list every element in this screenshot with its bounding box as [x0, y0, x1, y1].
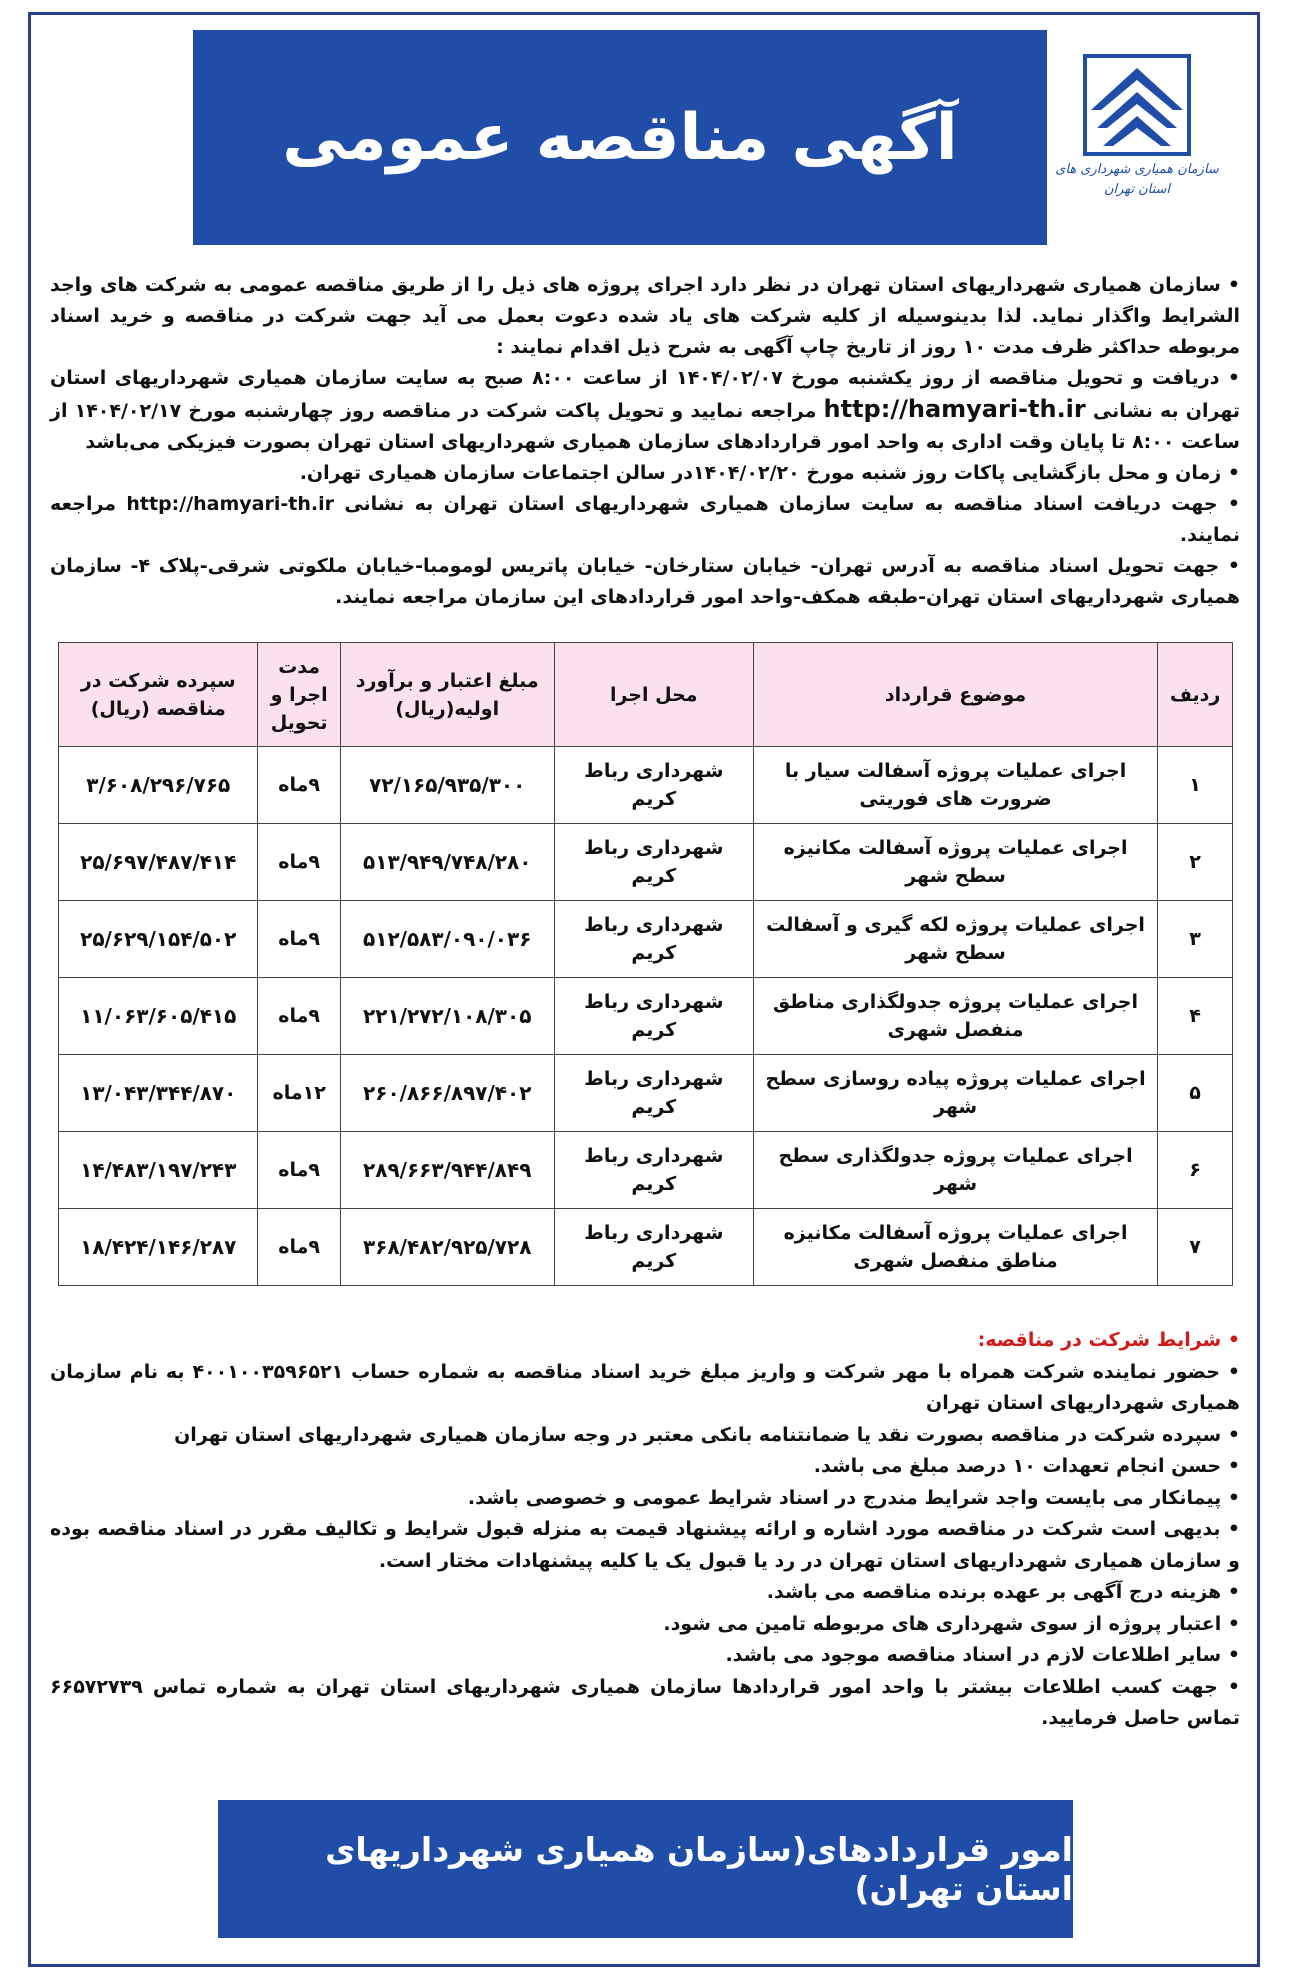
row-amount: ۲۲۱/۲۷۲/۱۰۸/۳۰۵	[340, 978, 554, 1055]
row-deposit: ۱۱/۰۶۳/۶۰۵/۴۱۵	[59, 978, 258, 1055]
terms-item: • سایر اطلاعات لازم در اسناد مناقصه موجود می باشد.	[725, 1644, 1240, 1666]
row-location: شهرداری رباط کریم	[554, 978, 753, 1055]
table-header-row	[59, 643, 1233, 747]
row-duration: ۹ماه	[258, 747, 340, 824]
intro-p2-text-a: • دریافت و تحویل مناقصه از روز یکشنبه مورخ ۱۴۰۴/۰۲/۰۷ از ساعت ۸:۰۰ صبح به سایت سازمان همیاری شهرداریهای استان تهران به نشانی	[50, 367, 1240, 422]
row-deposit: ۳/۶۰۸/۲۹۶/۷۶۵	[59, 747, 258, 824]
terms-item: • جهت کسب اطلاعات بیشتر با واحد امور قراردادها سازمان همیاری شهرداریهای استان تهران به شماره تماس ۶۶۵۷۲۷۳۹ تماس حاصل فرمایید.	[50, 1675, 1240, 1729]
website-link[interactable]: http://hamyari-th.ir	[823, 395, 1086, 423]
logo-emblem-icon	[1077, 50, 1197, 160]
header-duration: مدت اجرا و تحویل	[258, 643, 340, 747]
row-deposit: ۱۴/۴۸۳/۱۹۷/۲۴۳	[59, 1132, 258, 1209]
footer-text: امور قراردادهای(سازمان همیاری شهرداریهای استان تهران)	[325, 1830, 1073, 1908]
intro-section	[50, 270, 1240, 613]
row-deposit: ۱۸/۴۲۴/۱۴۶/۲۸۷	[59, 1209, 258, 1286]
table-row	[59, 901, 1233, 978]
row-duration: ۹ماه	[258, 824, 340, 901]
row-number: ۳	[1158, 901, 1233, 978]
intro-paragraph-5: • جهت تحویل اسناد مناقصه به آدرس تهران- خیابان ستارخان- خیابان پاتریس لومومبا-خیابان ملکوتی شرقی-پلاک ۴- سازمان همیاری شهرداریهای استان تهران-طبقه همکف-واحد امور قراردادهای این سازمان مراجعه نمایند.	[50, 555, 1241, 608]
intro-paragraph-2	[50, 363, 1240, 458]
row-subject: اجرای عملیات پروژه جدولگذاری سطح شهر	[753, 1132, 1157, 1209]
terms-item: • حسن انجام تعهدات ۱۰ درصد مبلغ می باشد.	[813, 1455, 1240, 1477]
row-amount: ۲۶۰/۸۶۶/۸۹۷/۴۰۲	[340, 1055, 554, 1132]
row-amount: ۷۲/۱۶۵/۹۳۵/۳۰۰	[340, 747, 554, 824]
row-subject: اجرای عملیات پروژه جدولگذاری مناطق منفصل شهری	[753, 978, 1157, 1055]
intro-p2-text-b: مراجعه نمایید و تحویل پاکت شرکت در مناقصه روز چهارشنبه مورخ ۱۴۰۴/۰۲/۱۷ از ساعت ۸:۰۰ تا پایان وقت اداری به واحد امور قراردادهای سازمان همیاری شهرداریهای استان تهران بصورت فیزیکی می‌باشد	[50, 400, 1240, 453]
table-row	[59, 747, 1233, 824]
row-deposit: ۲۵/۶۲۹/۱۵۴/۵۰۲	[59, 901, 258, 978]
header-deposit: سپرده شرکت در مناقصه (ریال)	[59, 643, 258, 747]
row-location: شهرداری رباط کریم	[554, 1209, 753, 1286]
terms-section	[50, 1325, 1240, 1735]
terms-heading: • شرایط شرکت در مناقصه:	[977, 1329, 1240, 1351]
row-number: ۷	[1158, 1209, 1233, 1286]
row-duration: ۱۲ماه	[258, 1055, 340, 1132]
intro-paragraph-4	[50, 489, 1240, 551]
intro-p4-text-a: • جهت دریافت اسناد مناقصه به سایت سازمان همیاری شهرداریهای استان تهران به نشانی	[344, 493, 1240, 515]
row-location: شهرداری رباط کریم	[554, 747, 753, 824]
website-link-2[interactable]: http://hamyari-th.ir	[126, 493, 334, 515]
terms-item: • حضور نماینده شرکت همراه با مهر شرکت و واریز مبلغ خرید اسناد مناقصه به شماره حساب ۴۰۰۱۰۰۳۵۹۶۵۲۱ به نام سازمان همیاری شهرداریهای استان تهران	[50, 1360, 1240, 1414]
row-number: ۶	[1158, 1132, 1233, 1209]
terms-item: • هزینه درج آگهی بر عهده برنده مناقصه می باشد.	[766, 1581, 1240, 1603]
intro-paragraph-1: • سازمان همیاری شهرداریهای استان تهران در نظر دارد اجرای پروژه های ذیل را از طریق مناقصه عمومی به شرکت های واجد الشرایط واگذار نماید. لذا بدینوسیله از کلیه شرکت های یاد شده دعوت بعمل می آید جهت شرکت در مناقصه و خرید اسناد مربوطه حداکثر ظرف مدت ۱۰ روز از تاریخ چاپ آگهی به شرح ذیل اقدام نمایند :	[50, 274, 1240, 358]
intro-p4-text-b: مراجعه نمایند.	[50, 493, 1240, 546]
row-subject: اجرای عملیات پروژه آسفالت مکانیزه مناطق منفصل شهری	[753, 1209, 1157, 1286]
logo-text-line1: سازمان همیاری شهرداری های	[1055, 162, 1219, 177]
terms-item: • سپرده شرکت در مناقصه بصورت نقد یا ضمانتنامه بانکی معتبر در وجه سازمان همیاری شهرداریهای استان تهران	[174, 1423, 1240, 1446]
terms-item: • بدیهی است شرکت در مناقصه مورد اشاره و ارائه پیشنهاد قیمت به منزله قبول شرایط و تکالیف مقرر در اسناد مناقصه بوده و سازمان همیاری شهرداریهای استان تهران در رد یا قبول یک یا کلیه پیشنهادات مختار است.	[50, 1518, 1240, 1572]
table-row	[59, 1055, 1233, 1132]
row-deposit: ۱۳/۰۴۳/۳۴۴/۸۷۰	[59, 1055, 258, 1132]
row-duration: ۹ماه	[258, 978, 340, 1055]
row-number: ۴	[1158, 978, 1233, 1055]
row-subject: اجرای عملیات پروژه آسفالت سیار با ضرورت های فوریتی	[753, 747, 1157, 824]
table-row	[59, 824, 1233, 901]
row-number: ۱	[1158, 747, 1233, 824]
row-number: ۵	[1158, 1055, 1233, 1132]
terms-item: • پیمانکار می بایست واجد شرایط مندرج در اسناد شرایط عمومی و خصوصی باشد.	[467, 1486, 1240, 1509]
header-location: محل اجرا	[554, 643, 753, 747]
row-location: شهرداری رباط کریم	[554, 901, 753, 978]
header-amount: مبلغ اعتبار و برآورد اولیه(ریال)	[340, 643, 554, 747]
title-banner	[193, 30, 1047, 245]
intro-paragraph-3: • زمان و محل بازگشایی پاکات روز شنبه مورخ ۱۴۰۴/۰۲/۲۰در سالن اجتماعات سازمان همیاری تهران.	[299, 462, 1240, 484]
projects-table	[58, 642, 1233, 1286]
row-amount: ۵۱۳/۹۴۹/۷۴۸/۲۸۰	[340, 824, 554, 901]
header-subject: موضوع قرارداد	[753, 643, 1157, 747]
row-duration: ۹ماه	[258, 901, 340, 978]
footer-banner	[218, 1800, 1073, 1938]
row-amount: ۵۱۲/۵۸۳/۰۹۰/۰۳۶	[340, 901, 554, 978]
row-amount: ۲۸۹/۶۶۳/۹۴۴/۸۴۹	[340, 1132, 554, 1209]
table-row	[59, 978, 1233, 1055]
row-deposit: ۲۵/۶۹۷/۴۸۷/۴۱۴	[59, 824, 258, 901]
row-number: ۲	[1158, 824, 1233, 901]
organization-logo	[1052, 50, 1222, 240]
row-subject: اجرای عملیات پروژه لکه گیری و آسفالت سطح شهر	[753, 901, 1157, 978]
terms-item: • اعتبار پروژه از سوی شهرداری های مربوطه تامین می شود.	[663, 1612, 1240, 1635]
header-row-number: ردیف	[1158, 643, 1233, 747]
table-row	[59, 1132, 1233, 1209]
logo-text-line2: استان تهران	[1104, 182, 1171, 197]
row-amount: ۳۶۸/۴۸۲/۹۲۵/۷۲۸	[340, 1209, 554, 1286]
row-duration: ۹ماه	[258, 1209, 340, 1286]
page-title: آگهی مناقصه عمومی	[282, 100, 958, 175]
row-location: شهرداری رباط کریم	[554, 1055, 753, 1132]
row-location: شهرداری رباط کریم	[554, 1132, 753, 1209]
row-subject: اجرای عملیات پروژه آسفالت مکانیزه سطح شهر	[753, 824, 1157, 901]
row-duration: ۹ماه	[258, 1132, 340, 1209]
row-subject: اجرای عملیات پروژه پیاده روسازی سطح شهر	[753, 1055, 1157, 1132]
table-row	[59, 1209, 1233, 1286]
row-location: شهرداری رباط کریم	[554, 824, 753, 901]
